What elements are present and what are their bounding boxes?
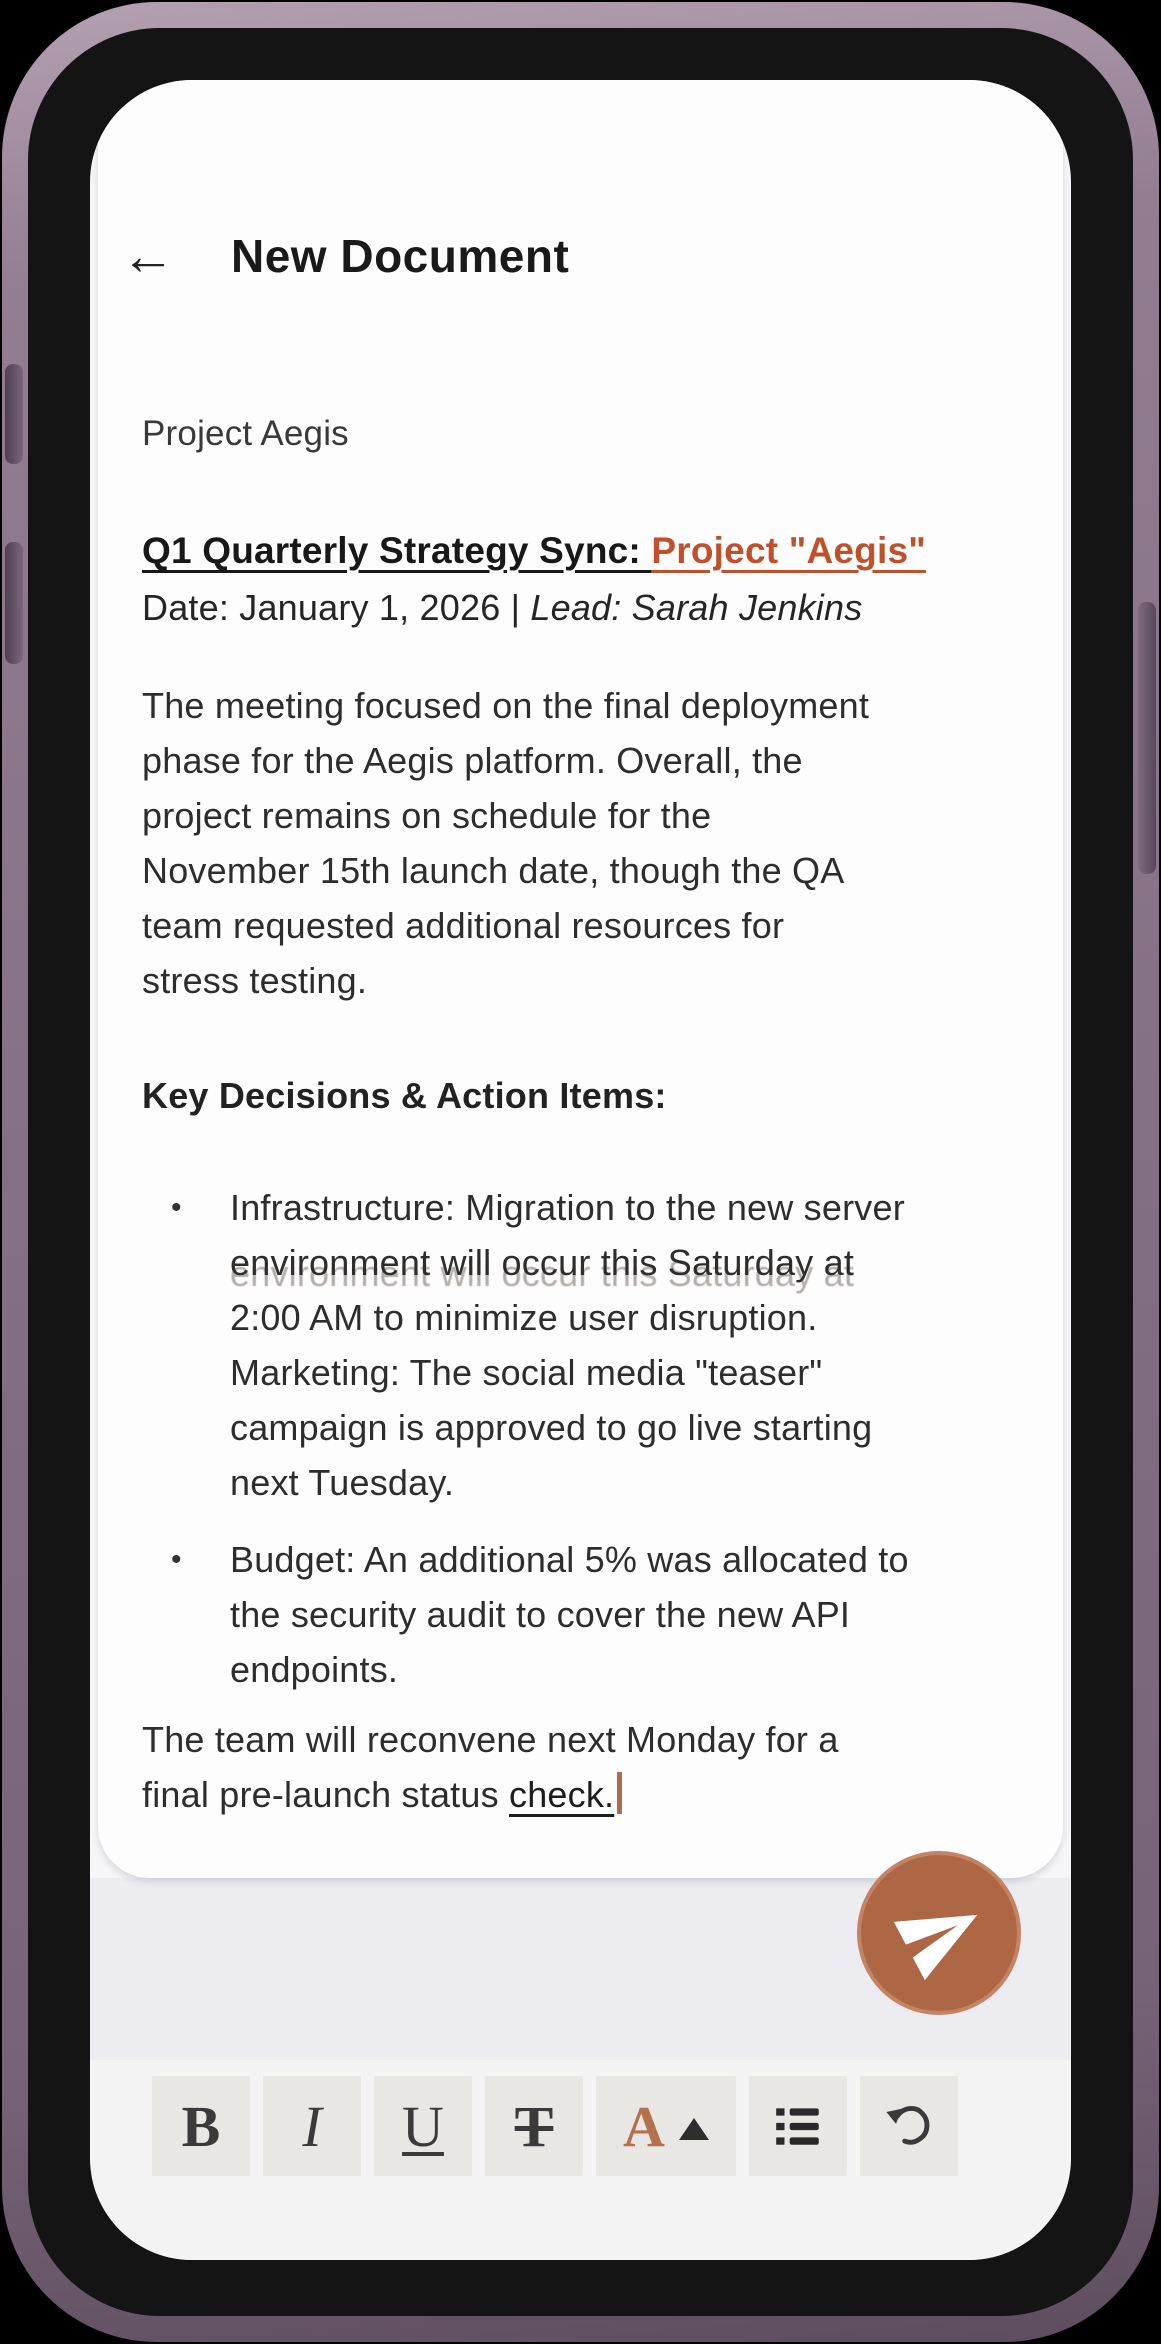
closing-underlined-word: check. <box>509 1774 615 1815</box>
phone-frame <box>2 2 1159 2342</box>
meta-lead: Lead: Sarah Jenkins <box>530 587 863 628</box>
bullet-marker: • <box>171 1191 182 1224</box>
summary-line: stress testing. <box>142 960 368 1001</box>
bullet-list-button[interactable] <box>749 2076 847 2176</box>
list-item <box>142 1532 1027 1697</box>
bullet-line: the security audit to cover the new API <box>230 1594 851 1635</box>
document-title-input[interactable]: Project Aegis <box>142 414 349 453</box>
summary-line: phase for the Aegis platform. Overall, the <box>142 740 803 781</box>
document-heading <box>142 522 1027 636</box>
document-editor[interactable] <box>98 80 1063 1878</box>
bullet-line: Marketing: The social media "teaser" <box>230 1352 823 1393</box>
screen-bezel <box>28 28 1133 2316</box>
summary-line: The meeting focused on the final deployment <box>142 685 870 726</box>
list-item <box>142 1180 1027 1510</box>
volume-up-button <box>5 364 23 464</box>
undo-icon <box>881 2098 937 2154</box>
italic-button[interactable] <box>263 2076 361 2176</box>
closing-line: final pre-launch status <box>142 1774 509 1815</box>
italic-icon: I <box>302 2093 322 2159</box>
bold-button[interactable] <box>152 2076 250 2176</box>
strikethrough-icon: T <box>514 2093 554 2159</box>
app-header <box>121 226 569 286</box>
power-button <box>1138 602 1156 874</box>
undo-button[interactable] <box>860 2076 958 2176</box>
heading-text: Q1 Quarterly Strategy Sync: <box>142 530 652 571</box>
summary-line: team requested additional resources for <box>142 905 785 946</box>
send-button[interactable] <box>857 1851 1021 2015</box>
closing-line: The team will reconvene next Monday for a <box>142 1719 839 1760</box>
bullet-marker: • <box>171 1543 182 1576</box>
bullet-list-icon <box>771 2099 825 2153</box>
bullet-line: Budget: An additional 5% was allocated to <box>230 1539 909 1580</box>
text-cursor <box>617 1772 622 1814</box>
bullet-list <box>142 1180 1027 1697</box>
summary-line: November 15th launch date, though the QA <box>142 850 845 891</box>
page-title: New Document <box>231 230 570 282</box>
back-arrow-icon[interactable]: ← <box>121 226 175 286</box>
underline-button[interactable] <box>374 2076 472 2176</box>
strikethrough-button[interactable] <box>485 2076 583 2176</box>
bullet-line: Infrastructure: Migration to the new server <box>230 1187 905 1228</box>
formatting-toolbar <box>152 2076 958 2176</box>
screen <box>90 80 1071 2260</box>
bullet-line: environment will occur this Saturday at <box>230 1242 855 1283</box>
bullet-line: campaign is approved to go live starting <box>230 1407 873 1448</box>
underline-icon: U <box>402 2093 444 2159</box>
bold-icon: B <box>181 2093 221 2159</box>
text-color-icon: A <box>623 2093 665 2159</box>
volume-down-button <box>5 542 23 664</box>
triangle-up-icon <box>679 2118 709 2140</box>
summary-line: project remains on schedule for the <box>142 795 712 836</box>
closing-paragraph <box>142 1712 1027 1822</box>
bullet-line: next Tuesday. <box>230 1462 455 1503</box>
text-color-button[interactable] <box>596 2076 736 2176</box>
heading-highlight: Project "Aegis" <box>651 530 926 571</box>
meta-date: Date: January 1, 2026 | <box>142 587 531 628</box>
bullet-line: 2:00 AM to minimize user disruption. <box>230 1297 818 1338</box>
paper-plane-icon <box>882 1874 1001 1993</box>
summary-paragraph <box>142 678 1027 1008</box>
section-heading: Key Decisions & Action Items: <box>142 1075 667 1116</box>
bullet-line: endpoints. <box>230 1649 399 1690</box>
